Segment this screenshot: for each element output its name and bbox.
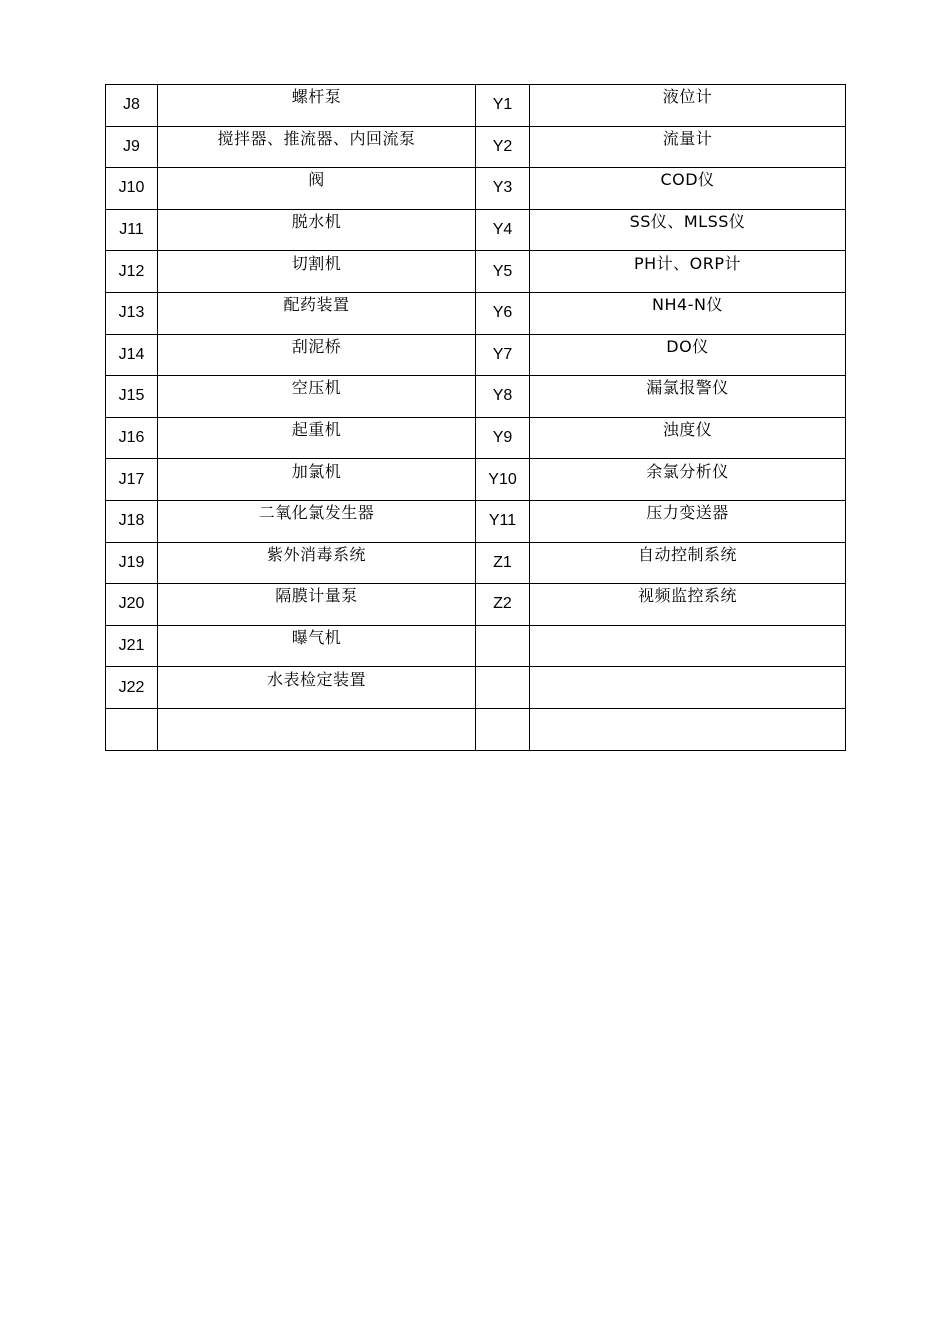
right-code-text: Y5	[492, 262, 513, 280]
right-code-text: Y6	[492, 304, 513, 322]
right-name-cell	[530, 126, 846, 168]
left-code-cell	[106, 376, 158, 418]
left-code-text: J11	[119, 221, 144, 239]
left-code-text: J8	[123, 96, 140, 114]
left-code-cell	[106, 126, 158, 168]
left-name-cell	[158, 292, 476, 334]
table-row	[106, 500, 846, 542]
left-code-cell	[106, 417, 158, 459]
right-name-cell	[530, 625, 846, 667]
right-code-cell	[476, 708, 530, 750]
left-name-cell	[158, 625, 476, 667]
left-name-cell	[158, 417, 476, 459]
right-name-cell	[530, 500, 846, 542]
right-name-cell	[530, 292, 846, 334]
table-row	[106, 625, 846, 667]
left-code-cell	[106, 584, 158, 626]
left-name-text: 曝气机	[291, 628, 342, 648]
left-name-cell	[158, 376, 476, 418]
left-code-text: J22	[118, 678, 145, 696]
right-name-cell	[530, 168, 846, 210]
left-code-text: J13	[118, 304, 145, 322]
left-name-cell	[158, 126, 476, 168]
right-code-cell	[476, 251, 530, 293]
left-name-cell	[158, 168, 476, 210]
left-code-text: J21	[118, 637, 145, 655]
right-code-cell	[476, 168, 530, 210]
right-name-text: COD仪	[660, 170, 715, 190]
left-code-cell	[106, 459, 158, 501]
left-code-cell	[106, 85, 158, 127]
table-row	[106, 126, 846, 168]
left-name-cell	[158, 584, 476, 626]
left-name-text: 起重机	[291, 420, 342, 440]
left-name-cell	[158, 542, 476, 584]
right-code-text: Y10	[488, 470, 517, 488]
right-name-text: 漏氯报警仪	[646, 378, 729, 398]
right-code-cell	[476, 459, 530, 501]
right-name-cell	[530, 708, 846, 750]
left-name-text: 螺杆泵	[291, 87, 342, 107]
left-code-text: J18	[118, 512, 145, 530]
right-code-cell	[476, 126, 530, 168]
right-name-text: PH计、ORP计	[633, 253, 742, 273]
left-code-cell	[106, 168, 158, 210]
right-name-text: 余氯分析仪	[646, 461, 729, 481]
right-code-cell	[476, 625, 530, 667]
table-row	[106, 584, 846, 626]
table-row	[106, 542, 846, 584]
left-code-cell	[106, 209, 158, 251]
right-code-text: Y9	[492, 429, 513, 447]
right-name-cell	[530, 459, 846, 501]
right-name-cell	[530, 417, 846, 459]
right-name-cell	[530, 85, 846, 127]
right-name-cell	[530, 667, 846, 709]
left-name-text: 紫外消毒系统	[266, 544, 366, 564]
table-row	[106, 376, 846, 418]
table-row	[106, 667, 846, 709]
right-name-text: 压力变送器	[646, 503, 729, 523]
left-name-text: 水表检定装置	[266, 669, 366, 689]
left-code-text: J20	[118, 595, 145, 613]
left-name-text: 加氯机	[291, 461, 342, 481]
right-code-text: Y1	[492, 96, 513, 114]
left-name-text: 搅拌器、推流器、内回流泵	[217, 128, 416, 148]
left-name-cell	[158, 708, 476, 750]
left-code-cell	[106, 292, 158, 334]
right-name-cell	[530, 542, 846, 584]
right-code-text: Y8	[492, 387, 513, 405]
left-code-text: J10	[118, 179, 145, 197]
left-code-cell	[106, 500, 158, 542]
left-name-cell	[158, 500, 476, 542]
left-name-cell	[158, 334, 476, 376]
right-code-cell	[476, 85, 530, 127]
right-code-cell	[476, 334, 530, 376]
right-name-text: DO仪	[666, 336, 709, 356]
right-name-text: 视频监控系统	[637, 586, 737, 606]
left-code-cell	[106, 625, 158, 667]
equipment-code-table	[105, 84, 846, 751]
right-code-text: Y3	[492, 179, 513, 197]
left-code-text: J17	[118, 470, 145, 488]
table-row	[106, 459, 846, 501]
right-code-cell	[476, 667, 530, 709]
left-code-cell	[106, 334, 158, 376]
left-name-cell	[158, 85, 476, 127]
right-name-text: SS仪、MLSS仪	[629, 212, 746, 232]
right-code-text: Z2	[493, 595, 512, 613]
left-code-text: J19	[118, 553, 145, 571]
right-code-cell	[476, 500, 530, 542]
equipment-code-table-body	[106, 85, 846, 751]
right-code-text: Y4	[492, 221, 513, 239]
right-code-cell	[476, 209, 530, 251]
right-name-cell	[530, 376, 846, 418]
left-code-text: J15	[118, 387, 145, 405]
left-code-cell	[106, 708, 158, 750]
right-code-cell	[476, 376, 530, 418]
left-code-text: J16	[118, 429, 145, 447]
left-name-text: 刮泥桥	[291, 336, 342, 356]
table-row	[106, 417, 846, 459]
right-code-cell	[476, 292, 530, 334]
table-row	[106, 85, 846, 127]
left-code-cell	[106, 251, 158, 293]
right-code-text: Y11	[488, 512, 517, 530]
left-name-text: 空压机	[291, 378, 342, 398]
left-name-text: 脱水机	[291, 212, 342, 232]
right-name-text: 浊度仪	[662, 420, 713, 440]
left-name-cell	[158, 459, 476, 501]
table-row	[106, 708, 846, 750]
table-row	[106, 251, 846, 293]
left-name-cell	[158, 251, 476, 293]
table-row	[106, 334, 846, 376]
right-name-text: 自动控制系统	[637, 544, 737, 564]
table-row	[106, 168, 846, 210]
left-name-text: 阀	[308, 170, 325, 190]
left-name-text: 隔膜计量泵	[275, 586, 358, 606]
left-code-text: J12	[118, 262, 145, 280]
right-code-text: Y2	[492, 137, 513, 155]
left-code-cell	[106, 667, 158, 709]
right-code-cell	[476, 542, 530, 584]
right-name-cell	[530, 334, 846, 376]
left-code-text: J9	[123, 137, 140, 155]
left-code-cell	[106, 542, 158, 584]
right-code-cell	[476, 584, 530, 626]
left-name-text: 二氧化氯发生器	[258, 503, 375, 523]
table-row	[106, 292, 846, 334]
right-name-text: 液位计	[662, 87, 713, 107]
left-name-text: 配药装置	[283, 295, 350, 315]
left-name-cell	[158, 209, 476, 251]
right-name-cell	[530, 209, 846, 251]
left-name-text: 切割机	[291, 253, 342, 273]
left-name-cell	[158, 667, 476, 709]
right-code-text: Y7	[492, 345, 513, 363]
table-row	[106, 209, 846, 251]
right-code-text: Z1	[493, 553, 512, 571]
left-code-text: J14	[118, 345, 145, 363]
right-name-text: NH4-N仪	[652, 295, 723, 315]
right-name-text: 流量计	[662, 128, 713, 148]
right-name-cell	[530, 584, 846, 626]
right-name-cell	[530, 251, 846, 293]
right-code-cell	[476, 417, 530, 459]
